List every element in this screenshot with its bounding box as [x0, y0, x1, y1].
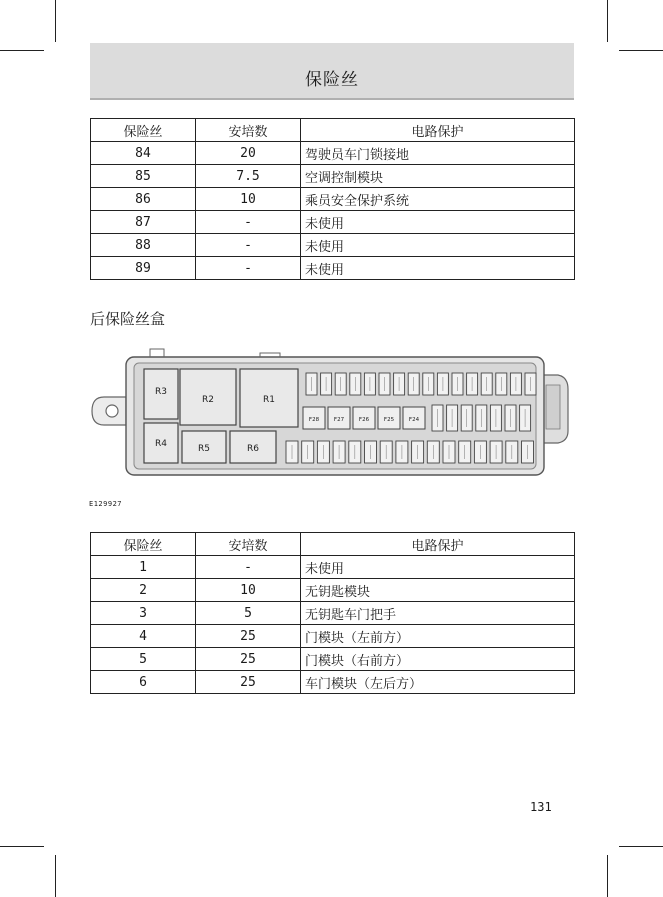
- crop-mark: [0, 50, 44, 51]
- circuit-protected: 未使用: [301, 556, 575, 579]
- section-title: 后保险丝盒: [90, 310, 166, 328]
- table-row: [91, 671, 575, 694]
- housing-clip: [150, 349, 164, 357]
- table-row: [91, 625, 575, 648]
- table-row: [91, 211, 575, 234]
- fuse-table-top: [90, 118, 575, 280]
- fuse-number: 1: [91, 556, 196, 579]
- crop-mark: [607, 855, 608, 897]
- table-header-row: [91, 119, 575, 142]
- circuit-protected: 无钥匙模块: [301, 579, 575, 602]
- column-header-amperage: 安培数: [196, 119, 301, 142]
- relay-label: R5: [198, 444, 210, 454]
- rear-fuse-box-diagram: [90, 345, 580, 485]
- fuse-number: 87: [91, 211, 196, 234]
- amperage: 20: [196, 142, 301, 165]
- amperage: 10: [196, 188, 301, 211]
- crop-mark: [607, 0, 608, 42]
- fuse-number: 2: [91, 579, 196, 602]
- relay-label: R6: [247, 444, 259, 454]
- amperage: 5: [196, 602, 301, 625]
- circuit-protected: 驾驶员车门锁接地: [301, 142, 575, 165]
- amperage: -: [196, 556, 301, 579]
- fuse-label: F28: [308, 417, 320, 423]
- fuse-row-middle: [303, 407, 425, 429]
- table-row: [91, 142, 575, 165]
- mounting-hole: [106, 405, 118, 417]
- fuse-number: 84: [91, 142, 196, 165]
- page-title: 保险丝: [305, 70, 359, 90]
- circuit-protected: 空调控制模块: [301, 165, 575, 188]
- table-row: [91, 188, 575, 211]
- crop-mark: [55, 0, 56, 42]
- fuse-label: F27: [333, 417, 345, 423]
- table-row: [91, 234, 575, 257]
- crop-mark: [0, 846, 44, 847]
- fuse-label: F25: [383, 417, 395, 423]
- amperage: 10: [196, 579, 301, 602]
- table-row: [91, 165, 575, 188]
- amperage: 25: [196, 671, 301, 694]
- fuse-row-middle-right: [432, 405, 531, 431]
- table-row: [91, 602, 575, 625]
- table-row: [91, 579, 575, 602]
- column-header-circuit: 电路保护: [301, 119, 575, 142]
- circuit-protected: 无钥匙车门把手: [301, 602, 575, 625]
- page-number: 131: [530, 800, 552, 814]
- fuse-number: 3: [91, 602, 196, 625]
- fuse-number: 88: [91, 234, 196, 257]
- latch-detail: [546, 385, 560, 429]
- relay-label: R4: [155, 439, 167, 449]
- crop-mark: [55, 855, 56, 897]
- fuse-table-bottom: [90, 532, 575, 694]
- circuit-protected: 未使用: [301, 211, 575, 234]
- amperage: -: [196, 211, 301, 234]
- amperage: 25: [196, 648, 301, 671]
- circuit-protected: 门模块（左前方）: [301, 625, 575, 648]
- crop-mark: [619, 50, 663, 51]
- amperage: 7.5: [196, 165, 301, 188]
- amperage: -: [196, 234, 301, 257]
- fuse-number: 4: [91, 625, 196, 648]
- amperage: -: [196, 257, 301, 280]
- fuse-number: 6: [91, 671, 196, 694]
- fuse-label: F24: [408, 417, 420, 423]
- figure-id: E129927: [89, 500, 123, 508]
- fuse-label: F26: [358, 417, 370, 423]
- amperage: 25: [196, 625, 301, 648]
- circuit-protected: 门模块（右前方）: [301, 648, 575, 671]
- column-header-amperage: 安培数: [196, 533, 301, 556]
- table-row: [91, 556, 575, 579]
- circuit-protected: 乘员安全保护系统: [301, 188, 575, 211]
- crop-mark: [619, 846, 663, 847]
- fuse-number: 86: [91, 188, 196, 211]
- relay-label: R2: [202, 395, 214, 405]
- fuse-number: 89: [91, 257, 196, 280]
- fuse-number: 5: [91, 648, 196, 671]
- table-row: [91, 648, 575, 671]
- column-header-fuse: 保险丝: [91, 533, 196, 556]
- circuit-protected: 车门模块（左后方）: [301, 671, 575, 694]
- column-header-fuse: 保险丝: [91, 119, 196, 142]
- page-header: [90, 43, 574, 100]
- circuit-protected: 未使用: [301, 257, 575, 280]
- relay-label: R3: [155, 387, 167, 397]
- circuit-protected: 未使用: [301, 234, 575, 257]
- table-header-row: [91, 533, 575, 556]
- fuse-number: 85: [91, 165, 196, 188]
- column-header-circuit: 电路保护: [301, 533, 575, 556]
- relay-label: R1: [263, 395, 275, 405]
- table-row: [91, 257, 575, 280]
